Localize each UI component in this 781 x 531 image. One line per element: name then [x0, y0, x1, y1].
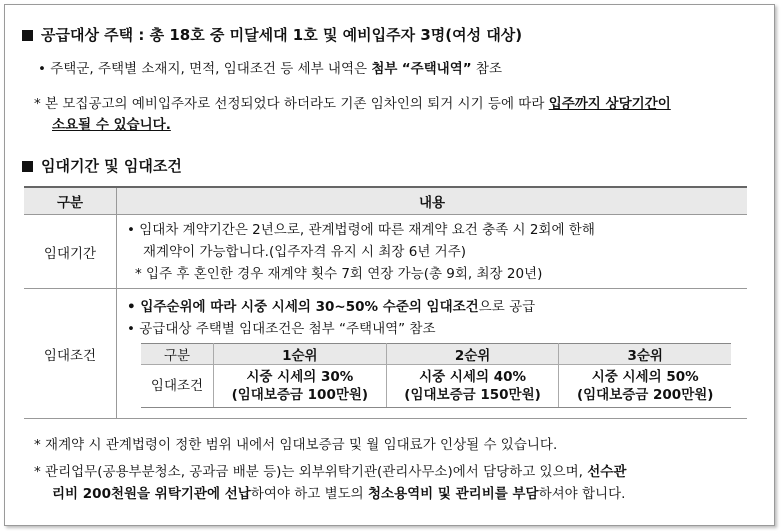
housing-detail-line: • 주택군, 주택별 소재지, 면적, 임대조건 등 세부 내역은 첨부 “주택내역” 참조 — [38, 61, 503, 77]
column-header-category: 구분 — [24, 187, 117, 215]
row-label-lease-period: 임대기간 — [24, 215, 117, 289]
housing-note-line1: * 본 모집공고의 예비입주자로 선정되었다 하더라도 기존 임차인의 퇴거 시기 등에 따라 입주까지 상당기간이 — [34, 96, 671, 112]
period-line2: 재계약이 가능합니다.(입주자격 유지 시 최장 6년 거주) — [143, 243, 467, 260]
square-bullet-icon — [22, 161, 33, 172]
lease-table — [24, 186, 747, 419]
rank-table — [141, 343, 731, 408]
footnote-renewal: * 재계약 시 관계법령이 정한 범위 내에서 임대보증금 및 월 임대료가 인상될 수 있습니다. — [34, 437, 558, 453]
rank-3-value: 시중 시세의 50% (임대보증금 200만원) — [559, 364, 731, 407]
section-heading-housing: 공급대상 주택 : 총 18호 중 미달세대 1호 및 예비입주자 3명(여성 대상) — [22, 24, 522, 45]
rank-1-value: 시중 시세의 30% (임대보증금 100만원) — [214, 364, 387, 407]
rank-header-1: 1순위 — [214, 343, 387, 364]
housing-note-line2: 소요될 수 있습니다. — [52, 117, 171, 133]
column-header-content: 내용 — [117, 187, 748, 215]
rank-header-3: 3순위 — [559, 343, 731, 364]
rank-row-label: 임대조건 — [141, 364, 214, 407]
rank-header-category: 구분 — [141, 343, 214, 364]
footnote-management-line2: 리비 200천원을 위탁기관에 선납하여야 하고 별도의 청소용역비 및 관리비를 부담하셔야 합니다. — [52, 486, 626, 502]
row-label-lease-terms: 임대조건 — [24, 289, 117, 419]
square-bullet-icon — [22, 30, 33, 41]
rank-2-value: 시중 시세의 40% (임대보증금 150만원) — [386, 364, 559, 407]
footnote-management-line1: * 관리업무(공용부분청소, 공과금 배분 등)는 외부위탁기관(관리사무소)에서 담당하고 있으며, 선수관 — [34, 464, 627, 480]
section-heading-lease: 임대기간 및 임대조건 — [22, 155, 182, 176]
terms-line1: • 입주순위에 따라 시중 시세의 30~50% 수준의 임대조건으로 공급 — [127, 298, 536, 315]
period-note: * 입주 후 혼인한 경우 재계약 횟수 7회 연장 가능(총 9회, 최장 20년) — [135, 265, 543, 282]
rank-header-2: 2순위 — [386, 343, 559, 364]
terms-line2: • 공급대상 주택별 임대조건은 첨부 “주택내역” 참조 — [127, 320, 436, 337]
period-line1: • 임대차 계약기간은 2년으로, 관계법령에 따른 재계약 요건 충족 시 2회에 한해 — [127, 221, 595, 238]
